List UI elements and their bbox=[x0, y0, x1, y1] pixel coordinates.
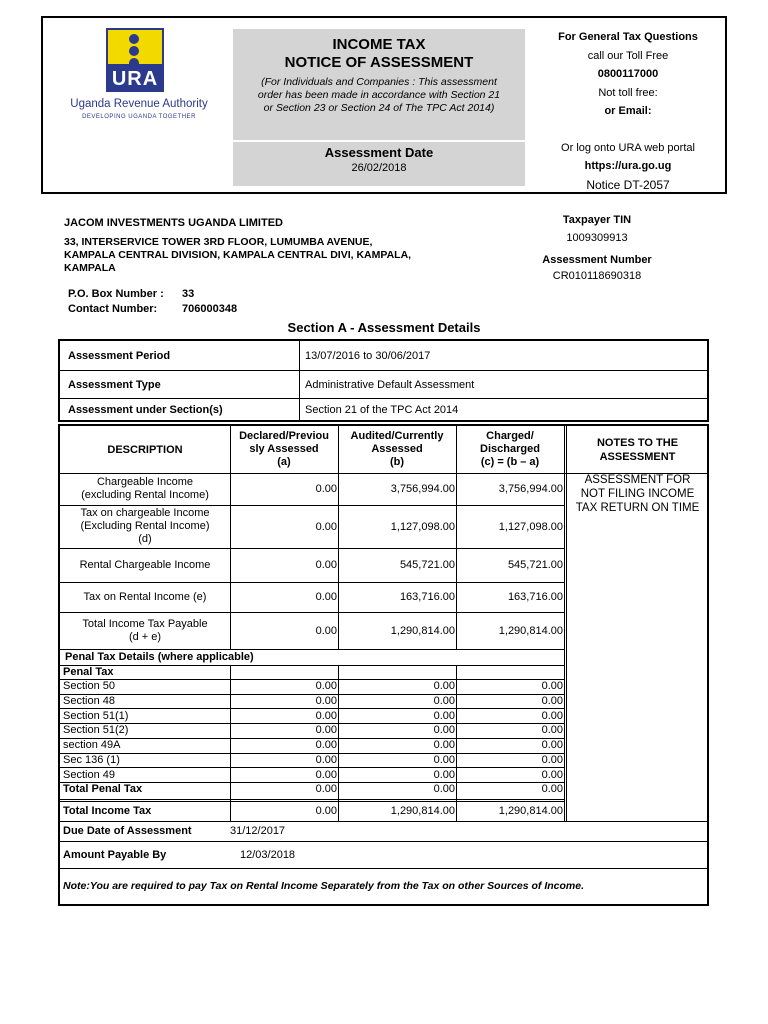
title-panel bbox=[233, 29, 525, 140]
title-line1: INCOME TAX bbox=[332, 36, 426, 53]
description-line: Total Income Tax Payable bbox=[82, 617, 208, 630]
column-divider bbox=[456, 665, 457, 821]
total-income-tax-cell: 1,290,814.00 bbox=[498, 805, 563, 817]
penal-cell-c: 0.00 bbox=[541, 783, 563, 796]
address-line2: KAMPALA CENTRAL DIVISION, KAMPALA CENTRAL DIVI, KAMPALA, bbox=[64, 249, 412, 261]
column-divider bbox=[564, 426, 565, 821]
taxpayer-address bbox=[64, 236, 464, 275]
penal-row-label: Section 49 bbox=[63, 768, 115, 781]
contact-number: 706000348 bbox=[182, 303, 238, 315]
payment-note: Note:You are required to pay Tax on Rental Income Separately from the Tax on other Sources of Income. bbox=[63, 880, 585, 892]
table-cell-b: 3,756,994.00 bbox=[390, 483, 455, 495]
column-divider bbox=[230, 426, 231, 649]
header-charged-l1: Charged/ bbox=[486, 430, 534, 442]
header-charged-l3: (c) = (b – a) bbox=[480, 456, 540, 468]
total-income-tax-cell: 0.00 bbox=[315, 805, 337, 817]
not-toll-free-label: Not toll free: bbox=[598, 86, 658, 99]
column-divider bbox=[456, 426, 457, 649]
header-audited-l1: Audited/Currently bbox=[350, 430, 444, 442]
logo-name: Uganda Revenue Authority bbox=[70, 98, 208, 110]
period-label: Assessment Period bbox=[60, 341, 300, 370]
contact-number-label: Contact Number: bbox=[68, 303, 158, 315]
table-cell-c: 1,290,814.00 bbox=[498, 624, 563, 637]
assessment-table bbox=[58, 424, 709, 906]
table-cell-b: 545,721.00 bbox=[399, 559, 455, 571]
column-divider bbox=[338, 665, 339, 821]
penal-cell-a: 0.00 bbox=[315, 709, 337, 722]
row-divider bbox=[60, 799, 564, 800]
header-notes bbox=[566, 426, 709, 473]
po-box: 33 bbox=[182, 288, 195, 300]
due-date-value: 31/12/2017 bbox=[230, 825, 286, 837]
penal-cell-a: 0.00 bbox=[315, 680, 337, 693]
header-notes-l2: ASSESSMENT bbox=[599, 450, 676, 463]
assessment-section-row bbox=[60, 398, 707, 420]
row-divider bbox=[60, 582, 564, 583]
table-cell-b: 1,127,098.00 bbox=[390, 520, 455, 533]
section-value: Section 21 of the TPC Act 2014 bbox=[305, 403, 459, 416]
ura-logo bbox=[54, 28, 224, 124]
header-charged bbox=[456, 426, 564, 473]
penal-cell-a: 0.00 bbox=[315, 695, 337, 708]
description-line: (d + e) bbox=[128, 630, 162, 643]
header-declared-l3: (a) bbox=[277, 456, 291, 468]
notes-text-l3: TAX RETURN ON TIME bbox=[575, 502, 700, 514]
address-line1: 33, INTERSERVICE TOWER 3RD FLOOR, LUMUMBA AVENUE, bbox=[64, 236, 373, 248]
penal-cell-c: 0.00 bbox=[541, 709, 563, 722]
column-divider bbox=[230, 665, 231, 821]
assessment-number-label: Assessment Number bbox=[542, 254, 652, 266]
penal-heading: Penal Tax Details (where applicable) bbox=[65, 651, 254, 663]
table-cell-a: 0.00 bbox=[315, 591, 337, 603]
header-notes-l1: NOTES TO THE bbox=[596, 436, 679, 449]
header-declared bbox=[230, 426, 338, 473]
section-a-title: Section A - Assessment Details bbox=[287, 320, 481, 335]
penal-cell-b: 0.00 bbox=[433, 680, 455, 693]
penal-row-label: Section 51(1) bbox=[63, 709, 129, 722]
header-audited bbox=[338, 426, 456, 473]
table-row-description bbox=[60, 582, 230, 612]
total-income-tax-label: Total Income Tax bbox=[63, 805, 152, 817]
table-cell-c: 163,716.00 bbox=[507, 591, 563, 603]
table-cell-a: 0.00 bbox=[315, 483, 337, 495]
row-divider bbox=[60, 612, 564, 613]
column-divider bbox=[566, 426, 567, 821]
assessment-type-row bbox=[60, 370, 707, 398]
notes-text bbox=[566, 473, 709, 513]
penal-cell-a: 0.00 bbox=[315, 783, 337, 796]
header-audited-l3: (b) bbox=[389, 456, 405, 468]
row-divider bbox=[564, 473, 709, 474]
penal-row-label: section 49A bbox=[63, 739, 121, 752]
amount-payable-date: 12/03/2018 bbox=[240, 848, 296, 861]
description-line: Rental Chargeable Income bbox=[79, 558, 211, 571]
row-divider bbox=[60, 505, 564, 506]
penal-subheading: Penal Tax bbox=[63, 666, 114, 678]
section-label: Assessment under Section(s) bbox=[60, 399, 300, 420]
header-declared-l1: Declared/Previou bbox=[239, 430, 329, 442]
penal-cell-c: 0.00 bbox=[541, 695, 563, 708]
po-box-label: P.O. Box Number : bbox=[68, 288, 164, 300]
type-label: Assessment Type bbox=[60, 371, 300, 398]
penal-cell-a: 0.00 bbox=[315, 753, 337, 766]
penal-cell-a: 0.00 bbox=[315, 739, 337, 752]
toll-free-number: 0800117000 bbox=[597, 68, 659, 80]
contact-info bbox=[530, 28, 726, 194]
description-line: Tax on Rental Income (e) bbox=[83, 590, 207, 603]
table-cell-a: 0.00 bbox=[315, 624, 337, 637]
penal-cell-b: 0.00 bbox=[433, 724, 455, 737]
description-line: (excluding Rental Income) bbox=[81, 489, 209, 501]
ura-logo-text: URA bbox=[111, 68, 159, 90]
penal-cell-c: 0.00 bbox=[541, 753, 563, 766]
table-row-description bbox=[60, 505, 230, 548]
notice-number: Notice DT-2057 bbox=[586, 177, 670, 192]
table-cell-a: 0.00 bbox=[315, 520, 337, 533]
description-line: (d) bbox=[138, 533, 152, 545]
penal-cell-b: 0.00 bbox=[433, 753, 455, 766]
table-row-description bbox=[60, 612, 230, 649]
header-charged-l2: Discharged bbox=[480, 443, 540, 455]
penal-row-label: Sec 136 (1) bbox=[63, 753, 120, 766]
total-income-tax-cell: 1,290,814.00 bbox=[390, 805, 455, 817]
title-note: (For Individuals and Companies : This assessment order has been made in accordance with Section 21 or Section 23 or Section 24 of The TPC Act 2014) bbox=[257, 76, 501, 114]
due-date-label: Due Date of Assessment bbox=[63, 825, 192, 837]
penal-cell-a: 0.00 bbox=[315, 768, 337, 781]
logo-tagline: DEVELOPING UGANDA TOGETHER bbox=[82, 114, 196, 120]
penal-cell-b: 0.00 bbox=[433, 739, 455, 752]
column-divider bbox=[338, 426, 339, 649]
penal-row-label: Section 48 bbox=[63, 695, 115, 708]
amount-payable-label: Amount Payable By bbox=[63, 848, 167, 861]
row-divider bbox=[60, 548, 564, 549]
penal-cell-b: 0.00 bbox=[433, 768, 455, 781]
taxpayer-name: JACOM INVESTMENTS UGANDA LIMITED bbox=[64, 217, 283, 229]
description-line: Chargeable Income bbox=[96, 476, 193, 488]
address-line3: KAMPALA bbox=[64, 262, 116, 274]
description-line: Tax on chargeable Income bbox=[80, 507, 210, 519]
penal-cell-b: 0.00 bbox=[433, 709, 455, 722]
table-row-description bbox=[60, 548, 230, 582]
table-cell-c: 3,756,994.00 bbox=[498, 483, 563, 495]
period-value: 13/07/2016 to 30/06/2017 bbox=[305, 349, 431, 362]
row-divider bbox=[60, 473, 564, 474]
tin-block bbox=[532, 214, 662, 244]
assessment-period-row bbox=[60, 341, 707, 370]
assessment-number-block bbox=[532, 254, 662, 282]
notes-text-l2: NOT FILING INCOME bbox=[580, 488, 695, 500]
header-audited-l2: Assessed bbox=[371, 443, 423, 455]
penal-cell-b: 0.00 bbox=[433, 695, 455, 708]
header-declared-l2: sly Assessed bbox=[249, 443, 319, 455]
tin-value: 1009309913 bbox=[566, 232, 628, 244]
penal-cell-a: 0.00 bbox=[315, 724, 337, 737]
table-cell-c: 545,721.00 bbox=[507, 559, 563, 571]
ura-logo-mark bbox=[102, 28, 168, 92]
portal-url[interactable]: https://ura.go.ug bbox=[584, 160, 672, 172]
assessment-details-table bbox=[58, 339, 709, 422]
penal-cell-b: 0.00 bbox=[433, 783, 455, 796]
assessment-number: CR010118690318 bbox=[552, 270, 642, 282]
assessment-date-panel bbox=[233, 142, 525, 186]
penal-cell-c: 0.00 bbox=[541, 680, 563, 693]
table-cell-b: 1,290,814.00 bbox=[390, 624, 455, 637]
table-cell-b: 163,716.00 bbox=[399, 591, 455, 603]
type-value: Administrative Default Assessment bbox=[305, 378, 475, 391]
contact-heading: For General Tax Questions bbox=[558, 31, 698, 43]
portal-label: Or log onto URA web portal bbox=[561, 141, 695, 154]
penal-cell-c: 0.00 bbox=[541, 768, 563, 781]
description-line: (Excluding Rental Income) bbox=[80, 520, 210, 532]
toll-free-label: call our Toll Free bbox=[587, 49, 669, 62]
table-cell-c: 1,127,098.00 bbox=[498, 520, 563, 533]
penal-cell-c: 0.00 bbox=[541, 724, 563, 737]
penal-cell-c: 0.00 bbox=[541, 739, 563, 752]
assessment-date-label: Assessment Date bbox=[324, 145, 434, 160]
notes-text-l1: ASSESSMENT FOR bbox=[584, 474, 691, 486]
penal-row-label: Total Penal Tax bbox=[63, 783, 143, 796]
assessment-date: 26/02/2018 bbox=[351, 162, 407, 174]
header-description: DESCRIPTION bbox=[107, 443, 183, 456]
penal-row-label: Section 51(2) bbox=[63, 724, 129, 737]
tin-label: Taxpayer TIN bbox=[562, 214, 632, 226]
table-row-description bbox=[60, 473, 230, 505]
email-label: or Email: bbox=[604, 105, 652, 117]
table-cell-a: 0.00 bbox=[315, 559, 337, 571]
title-line2: NOTICE OF ASSESSMENT bbox=[284, 54, 474, 71]
penal-row-label: Section 50 bbox=[63, 680, 115, 693]
